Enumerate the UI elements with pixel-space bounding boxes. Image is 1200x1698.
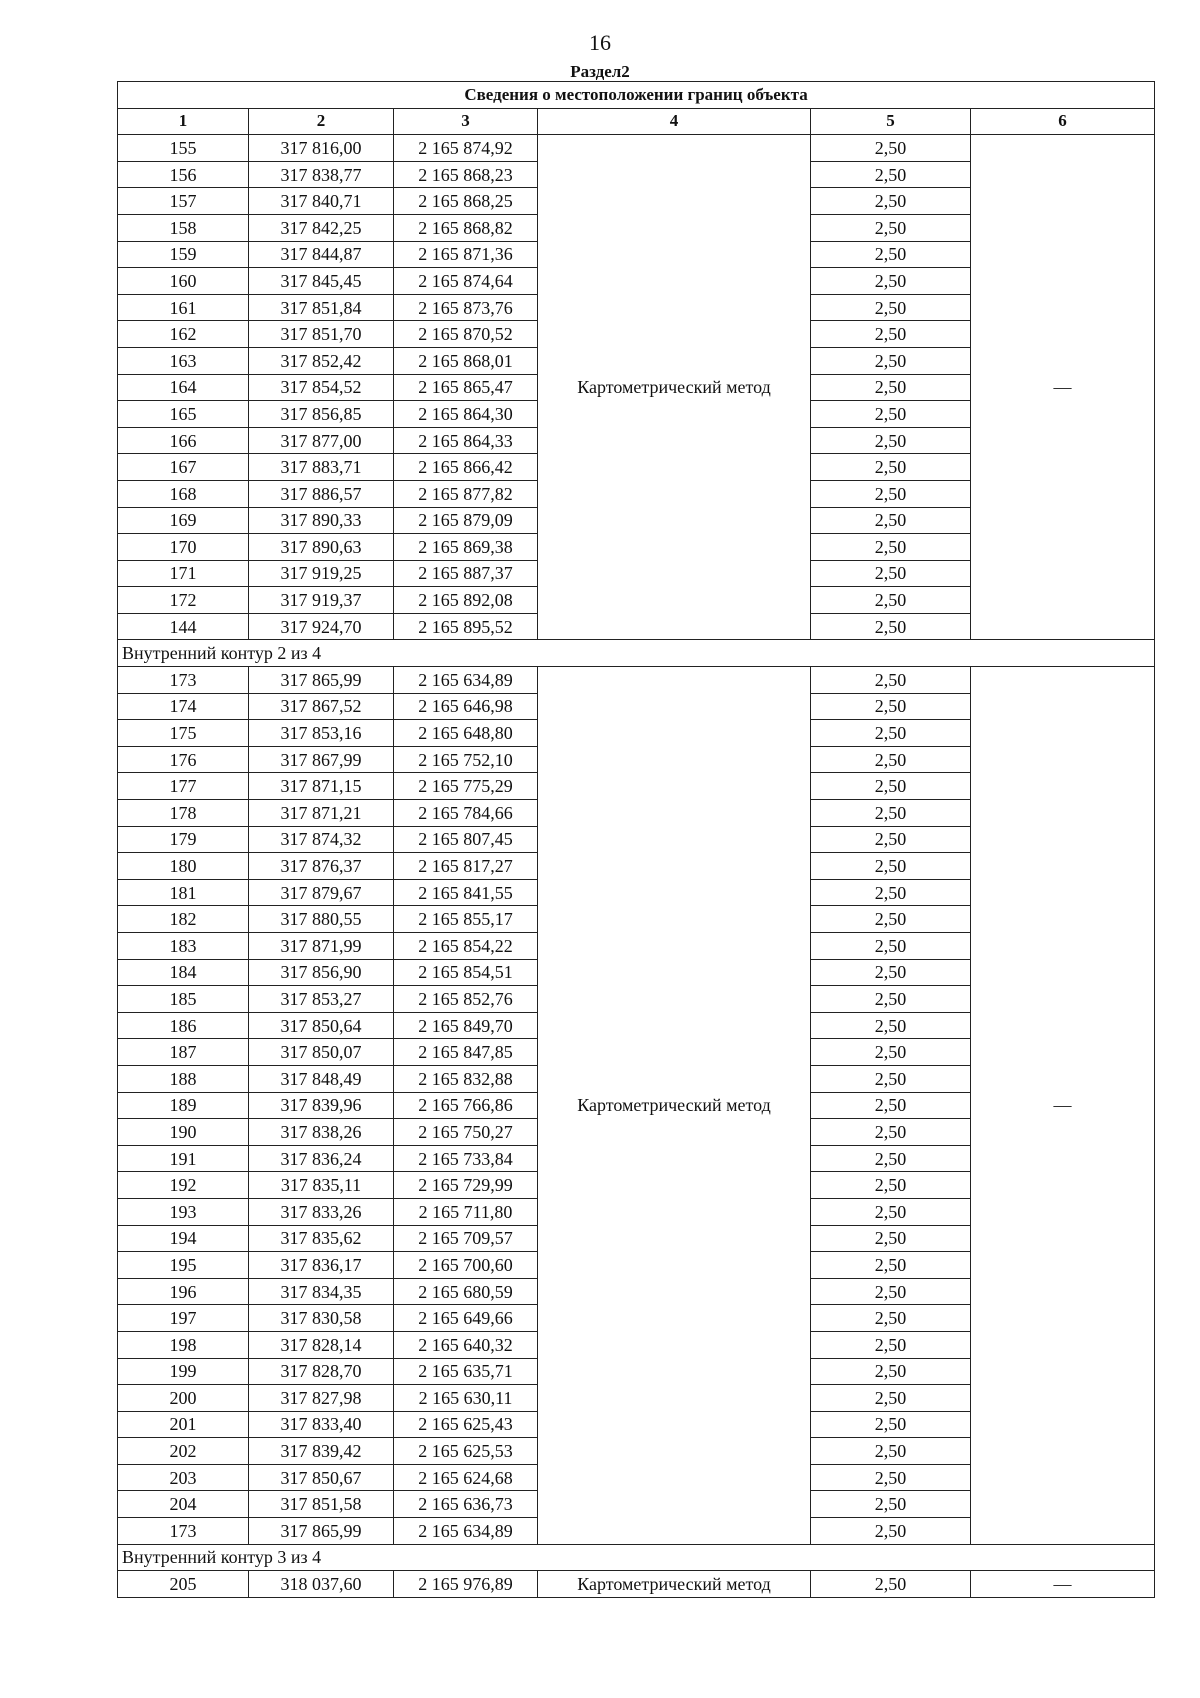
boundary-coordinates-table [117, 81, 1155, 1598]
y-coordinate-cell: 2 165 852,76 [394, 986, 538, 1013]
y-coordinate-cell: 2 165 869,38 [394, 534, 538, 561]
y-coordinate-cell: 2 165 864,30 [394, 401, 538, 428]
x-coordinate-cell: 317 836,17 [249, 1252, 394, 1279]
description-cell: — [971, 1571, 1155, 1598]
point-number-cell: 176 [118, 746, 249, 773]
x-coordinate-cell: 317 835,11 [249, 1172, 394, 1199]
contour-label: Внутренний контур 2 из 4 [118, 640, 1155, 667]
y-coordinate-cell: 2 165 711,80 [394, 1198, 538, 1225]
x-coordinate-cell: 317 874,32 [249, 826, 394, 853]
accuracy-cell: 2,50 [811, 321, 971, 348]
y-coordinate-cell: 2 165 870,52 [394, 321, 538, 348]
point-number-cell: 186 [118, 1012, 249, 1039]
y-coordinate-cell: 2 165 868,25 [394, 188, 538, 215]
x-coordinate-cell: 317 850,67 [249, 1464, 394, 1491]
y-coordinate-cell: 2 165 784,66 [394, 800, 538, 827]
accuracy-cell: 2,50 [811, 1571, 971, 1598]
accuracy-cell: 2,50 [811, 135, 971, 162]
y-coordinate-cell: 2 165 625,53 [394, 1438, 538, 1465]
x-coordinate-cell: 317 838,77 [249, 161, 394, 188]
x-coordinate-cell: 317 827,98 [249, 1385, 394, 1412]
accuracy-cell: 2,50 [811, 534, 971, 561]
accuracy-cell: 2,50 [811, 879, 971, 906]
x-coordinate-cell: 317 828,70 [249, 1358, 394, 1385]
accuracy-cell: 2,50 [811, 1464, 971, 1491]
y-coordinate-cell: 2 165 877,82 [394, 480, 538, 507]
y-coordinate-cell: 2 165 709,57 [394, 1225, 538, 1252]
point-number-cell: 161 [118, 294, 249, 321]
x-coordinate-cell: 317 851,70 [249, 321, 394, 348]
x-coordinate-cell: 317 845,45 [249, 268, 394, 295]
accuracy-cell: 2,50 [811, 241, 971, 268]
x-coordinate-cell: 317 844,87 [249, 241, 394, 268]
point-number-cell: 179 [118, 826, 249, 853]
point-number-cell: 178 [118, 800, 249, 827]
column-header: 6 [971, 108, 1155, 135]
accuracy-cell: 2,50 [811, 1331, 971, 1358]
x-coordinate-cell: 317 833,26 [249, 1198, 394, 1225]
point-number-cell: 196 [118, 1278, 249, 1305]
x-coordinate-cell: 317 890,63 [249, 534, 394, 561]
x-coordinate-cell: 317 833,40 [249, 1411, 394, 1438]
y-coordinate-cell: 2 165 625,43 [394, 1411, 538, 1438]
accuracy-cell: 2,50 [811, 1491, 971, 1518]
point-number-cell: 171 [118, 560, 249, 587]
y-coordinate-cell: 2 165 874,92 [394, 135, 538, 162]
x-coordinate-cell: 317 840,71 [249, 188, 394, 215]
point-number-cell: 184 [118, 959, 249, 986]
x-coordinate-cell: 317 816,00 [249, 135, 394, 162]
accuracy-cell: 2,50 [811, 1039, 971, 1066]
method-cell: Картометрический метод [538, 135, 811, 640]
point-number-cell: 164 [118, 374, 249, 401]
point-number-cell: 155 [118, 135, 249, 162]
y-coordinate-cell: 2 165 864,33 [394, 427, 538, 454]
point-number-cell: 144 [118, 613, 249, 640]
y-coordinate-cell: 2 165 624,68 [394, 1464, 538, 1491]
description-cell: — [971, 135, 1155, 640]
point-number-cell: 172 [118, 587, 249, 614]
column-header: 4 [538, 108, 811, 135]
y-coordinate-cell: 2 165 849,70 [394, 1012, 538, 1039]
point-number-cell: 175 [118, 720, 249, 747]
x-coordinate-cell: 317 886,57 [249, 480, 394, 507]
accuracy-cell: 2,50 [811, 1518, 971, 1545]
y-coordinate-cell: 2 165 750,27 [394, 1119, 538, 1146]
accuracy-cell: 2,50 [811, 1092, 971, 1119]
y-coordinate-cell: 2 165 630,11 [394, 1385, 538, 1412]
point-number-cell: 163 [118, 347, 249, 374]
point-number-cell: 157 [118, 188, 249, 215]
accuracy-cell: 2,50 [811, 507, 971, 534]
table-row [118, 1571, 1155, 1598]
x-coordinate-cell: 317 834,35 [249, 1278, 394, 1305]
y-coordinate-cell: 2 165 807,45 [394, 826, 538, 853]
point-number-cell: 192 [118, 1172, 249, 1199]
x-coordinate-cell: 317 880,55 [249, 906, 394, 933]
y-coordinate-cell: 2 165 636,73 [394, 1491, 538, 1518]
column-header: 5 [811, 108, 971, 135]
accuracy-cell: 2,50 [811, 294, 971, 321]
x-coordinate-cell: 317 867,52 [249, 693, 394, 720]
y-coordinate-cell: 2 165 817,27 [394, 853, 538, 880]
table-row [118, 135, 1155, 162]
accuracy-cell: 2,50 [811, 347, 971, 374]
x-coordinate-cell: 317 871,99 [249, 933, 394, 960]
x-coordinate-cell: 317 853,27 [249, 986, 394, 1013]
point-number-cell: 198 [118, 1331, 249, 1358]
column-header: 3 [394, 108, 538, 135]
point-number-cell: 182 [118, 906, 249, 933]
x-coordinate-cell: 317 853,16 [249, 720, 394, 747]
y-coordinate-cell: 2 165 841,55 [394, 879, 538, 906]
y-coordinate-cell: 2 165 648,80 [394, 720, 538, 747]
x-coordinate-cell: 317 867,99 [249, 746, 394, 773]
accuracy-cell: 2,50 [811, 1385, 971, 1412]
accuracy-cell: 2,50 [811, 454, 971, 481]
contour-label-row [118, 640, 1155, 667]
point-number-cell: 169 [118, 507, 249, 534]
accuracy-cell: 2,50 [811, 1012, 971, 1039]
point-number-cell: 185 [118, 986, 249, 1013]
accuracy-cell: 2,50 [811, 480, 971, 507]
x-coordinate-cell: 317 883,71 [249, 454, 394, 481]
accuracy-cell: 2,50 [811, 560, 971, 587]
y-coordinate-cell: 2 165 649,66 [394, 1305, 538, 1332]
x-coordinate-cell: 317 839,96 [249, 1092, 394, 1119]
accuracy-cell: 2,50 [811, 773, 971, 800]
y-coordinate-cell: 2 165 634,89 [394, 667, 538, 694]
point-number-cell: 194 [118, 1225, 249, 1252]
table-body [118, 135, 1155, 1598]
point-number-cell: 181 [118, 879, 249, 906]
y-coordinate-cell: 2 165 634,89 [394, 1518, 538, 1545]
x-coordinate-cell: 317 865,99 [249, 1518, 394, 1545]
x-coordinate-cell: 317 836,24 [249, 1145, 394, 1172]
y-coordinate-cell: 2 165 855,17 [394, 906, 538, 933]
accuracy-cell: 2,50 [811, 1305, 971, 1332]
point-number-cell: 205 [118, 1571, 249, 1598]
x-coordinate-cell: 317 890,33 [249, 507, 394, 534]
accuracy-cell: 2,50 [811, 587, 971, 614]
accuracy-cell: 2,50 [811, 268, 971, 295]
x-coordinate-cell: 317 924,70 [249, 613, 394, 640]
description-cell: — [971, 667, 1155, 1545]
accuracy-cell: 2,50 [811, 986, 971, 1013]
x-coordinate-cell: 317 838,26 [249, 1119, 394, 1146]
x-coordinate-cell: 318 037,60 [249, 1571, 394, 1598]
point-number-cell: 187 [118, 1039, 249, 1066]
accuracy-cell: 2,50 [811, 401, 971, 428]
x-coordinate-cell: 317 854,52 [249, 374, 394, 401]
accuracy-cell: 2,50 [811, 693, 971, 720]
y-coordinate-cell: 2 165 871,36 [394, 241, 538, 268]
x-coordinate-cell: 317 919,37 [249, 587, 394, 614]
point-number-cell: 191 [118, 1145, 249, 1172]
accuracy-cell: 2,50 [811, 959, 971, 986]
y-coordinate-cell: 2 165 832,88 [394, 1065, 538, 1092]
y-coordinate-cell: 2 165 868,23 [394, 161, 538, 188]
accuracy-cell: 2,50 [811, 1225, 971, 1252]
point-number-cell: 190 [118, 1119, 249, 1146]
point-number-cell: 160 [118, 268, 249, 295]
y-coordinate-cell: 2 165 895,52 [394, 613, 538, 640]
y-coordinate-cell: 2 165 854,22 [394, 933, 538, 960]
point-number-cell: 200 [118, 1385, 249, 1412]
accuracy-cell: 2,50 [811, 1358, 971, 1385]
point-number-cell: 188 [118, 1065, 249, 1092]
accuracy-cell: 2,50 [811, 613, 971, 640]
point-number-cell: 199 [118, 1358, 249, 1385]
x-coordinate-cell: 317 871,21 [249, 800, 394, 827]
point-number-cell: 158 [118, 214, 249, 241]
contour-label-row [118, 1544, 1155, 1571]
accuracy-cell: 2,50 [811, 906, 971, 933]
y-coordinate-cell: 2 165 854,51 [394, 959, 538, 986]
accuracy-cell: 2,50 [811, 1065, 971, 1092]
section-label: Раздел2 [570, 62, 630, 81]
y-coordinate-cell: 2 165 879,09 [394, 507, 538, 534]
point-number-cell: 173 [118, 667, 249, 694]
point-number-cell: 173 [118, 1518, 249, 1545]
point-number-cell: 183 [118, 933, 249, 960]
point-number-cell: 197 [118, 1305, 249, 1332]
y-coordinate-cell: 2 165 868,01 [394, 347, 538, 374]
y-coordinate-cell: 2 165 868,82 [394, 214, 538, 241]
contour-label: Внутренний контур 3 из 4 [118, 1544, 1155, 1571]
column-header-row [118, 108, 1155, 135]
y-coordinate-cell: 2 165 873,76 [394, 294, 538, 321]
x-coordinate-cell: 317 839,42 [249, 1438, 394, 1465]
point-number-cell: 201 [118, 1411, 249, 1438]
y-coordinate-cell: 2 165 775,29 [394, 773, 538, 800]
x-coordinate-cell: 317 856,90 [249, 959, 394, 986]
y-coordinate-cell: 2 165 866,42 [394, 454, 538, 481]
point-number-cell: 180 [118, 853, 249, 880]
accuracy-cell: 2,50 [811, 853, 971, 880]
y-coordinate-cell: 2 165 752,10 [394, 746, 538, 773]
x-coordinate-cell: 317 879,67 [249, 879, 394, 906]
x-coordinate-cell: 317 828,14 [249, 1331, 394, 1358]
y-coordinate-cell: 2 165 874,64 [394, 268, 538, 295]
accuracy-cell: 2,50 [811, 1438, 971, 1465]
accuracy-cell: 2,50 [811, 1119, 971, 1146]
point-number-cell: 195 [118, 1252, 249, 1279]
x-coordinate-cell: 317 856,85 [249, 401, 394, 428]
method-cell: Картометрический метод [538, 667, 811, 1545]
accuracy-cell: 2,50 [811, 933, 971, 960]
y-coordinate-cell: 2 165 976,89 [394, 1571, 538, 1598]
table-row [118, 667, 1155, 694]
accuracy-cell: 2,50 [811, 1278, 971, 1305]
x-coordinate-cell: 317 865,99 [249, 667, 394, 694]
x-coordinate-cell: 317 848,49 [249, 1065, 394, 1092]
y-coordinate-cell: 2 165 733,84 [394, 1145, 538, 1172]
y-coordinate-cell: 2 165 646,98 [394, 693, 538, 720]
column-header: 2 [249, 108, 394, 135]
x-coordinate-cell: 317 919,25 [249, 560, 394, 587]
accuracy-cell: 2,50 [811, 374, 971, 401]
y-coordinate-cell: 2 165 729,99 [394, 1172, 538, 1199]
accuracy-cell: 2,50 [811, 188, 971, 215]
point-number-cell: 165 [118, 401, 249, 428]
table-title: Сведения о местоположении границ объекта [118, 82, 1155, 109]
y-coordinate-cell: 2 165 887,37 [394, 560, 538, 587]
accuracy-cell: 2,50 [811, 161, 971, 188]
accuracy-cell: 2,50 [811, 1252, 971, 1279]
x-coordinate-cell: 317 852,42 [249, 347, 394, 374]
y-coordinate-cell: 2 165 865,47 [394, 374, 538, 401]
point-number-cell: 203 [118, 1464, 249, 1491]
accuracy-cell: 2,50 [811, 214, 971, 241]
column-header: 1 [118, 108, 249, 135]
x-coordinate-cell: 317 876,37 [249, 853, 394, 880]
y-coordinate-cell: 2 165 640,32 [394, 1331, 538, 1358]
accuracy-cell: 2,50 [811, 1145, 971, 1172]
point-number-cell: 166 [118, 427, 249, 454]
point-number-cell: 174 [118, 693, 249, 720]
accuracy-cell: 2,50 [811, 1198, 971, 1225]
point-number-cell: 168 [118, 480, 249, 507]
x-coordinate-cell: 317 850,07 [249, 1039, 394, 1066]
point-number-cell: 193 [118, 1198, 249, 1225]
point-number-cell: 159 [118, 241, 249, 268]
page-number: 16 [589, 30, 611, 55]
point-number-cell: 204 [118, 1491, 249, 1518]
method-cell: Картометрический метод [538, 1571, 811, 1598]
point-number-cell: 162 [118, 321, 249, 348]
y-coordinate-cell: 2 165 635,71 [394, 1358, 538, 1385]
x-coordinate-cell: 317 835,62 [249, 1225, 394, 1252]
x-coordinate-cell: 317 842,25 [249, 214, 394, 241]
point-number-cell: 189 [118, 1092, 249, 1119]
y-coordinate-cell: 2 165 700,60 [394, 1252, 538, 1279]
accuracy-cell: 2,50 [811, 427, 971, 454]
accuracy-cell: 2,50 [811, 1411, 971, 1438]
x-coordinate-cell: 317 871,15 [249, 773, 394, 800]
accuracy-cell: 2,50 [811, 667, 971, 694]
y-coordinate-cell: 2 165 680,59 [394, 1278, 538, 1305]
y-coordinate-cell: 2 165 892,08 [394, 587, 538, 614]
point-number-cell: 202 [118, 1438, 249, 1465]
y-coordinate-cell: 2 165 847,85 [394, 1039, 538, 1066]
x-coordinate-cell: 317 850,64 [249, 1012, 394, 1039]
accuracy-cell: 2,50 [811, 746, 971, 773]
x-coordinate-cell: 317 851,84 [249, 294, 394, 321]
point-number-cell: 156 [118, 161, 249, 188]
accuracy-cell: 2,50 [811, 800, 971, 827]
y-coordinate-cell: 2 165 766,86 [394, 1092, 538, 1119]
point-number-cell: 167 [118, 454, 249, 481]
point-number-cell: 177 [118, 773, 249, 800]
point-number-cell: 170 [118, 534, 249, 561]
x-coordinate-cell: 317 851,58 [249, 1491, 394, 1518]
accuracy-cell: 2,50 [811, 720, 971, 747]
x-coordinate-cell: 317 877,00 [249, 427, 394, 454]
accuracy-cell: 2,50 [811, 1172, 971, 1199]
accuracy-cell: 2,50 [811, 826, 971, 853]
x-coordinate-cell: 317 830,58 [249, 1305, 394, 1332]
